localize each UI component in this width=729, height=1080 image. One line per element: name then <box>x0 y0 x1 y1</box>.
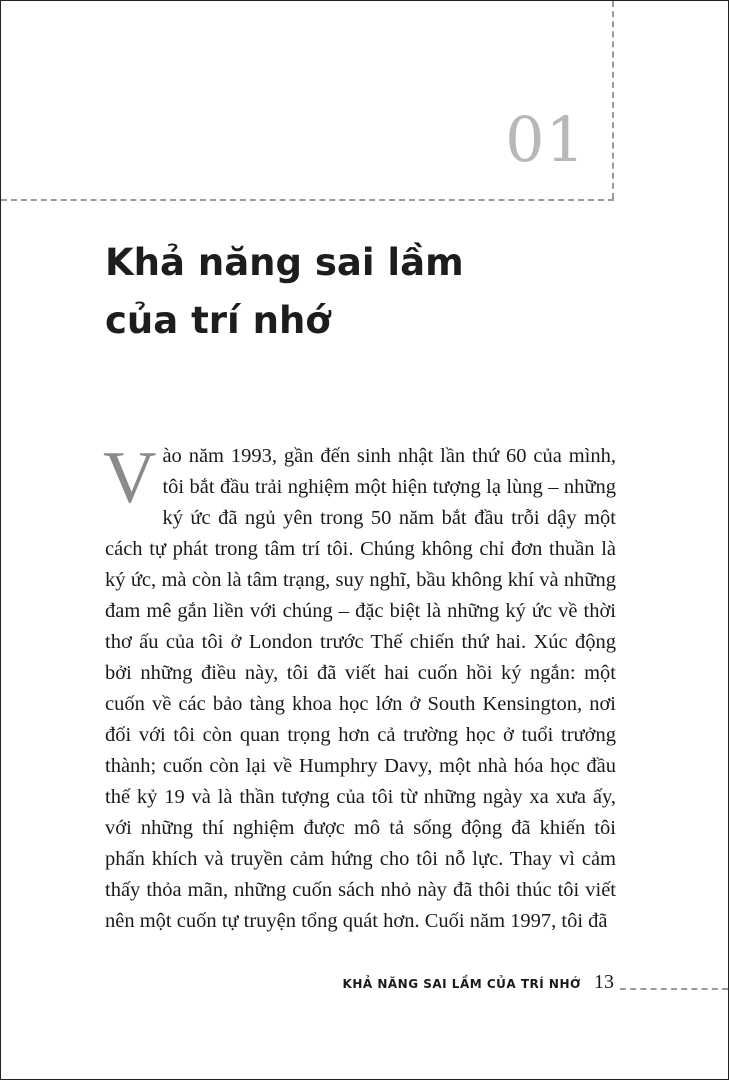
footer-dashed-line <box>620 988 728 990</box>
running-head: KHẢ NĂNG SAI LẦM CỦA TRÍ NHỚ <box>342 977 581 991</box>
chapter-title <box>105 234 625 350</box>
body-paragraph <box>103 437 616 937</box>
chapter-title-line-2: của trí nhớ <box>105 299 331 342</box>
chapter-title-line-1: Khả năng sai lầm <box>105 241 464 284</box>
corner-dashed-horizontal-line <box>1 199 614 201</box>
corner-dashed-vertical-line <box>612 1 614 199</box>
drop-cap: V <box>103 437 157 519</box>
chapter-number: 01 <box>505 103 586 176</box>
body-paragraph-text: ào năm 1993, gần đến sinh nhật lần thứ 60 của mình, tôi bắt đầu trải nghiệm một hiện tượng lạ lùng – những ký ức đã ngủ yên trong 50 năm bắt đầu trỗi dậy một cách tự phát trong tâm trí tôi. Chúng không chỉ đơn thuần là ký ức, mà còn là tâm trạng, suy nghĩ, bầu không khí và những đam mê gắn liền với chúng – đặc biệt là những ký ức về thời thơ ấu của tôi ở London trước Thế chiến thứ hai. Xúc động bởi những điều này, tôi đã viết hai cuốn hồi ký ngắn: một cuốn về các bảo tàng khoa học lớn ở South Kensington, nơi đối với tôi còn quan trọng hơn cả trường học ở tuổi trưởng thành; cuốn còn lại về Humphry Davy, một nhà hóa học đầu thế kỷ 19 và là thần tượng của tôi từ những ngày xa xưa ấy, với những thí nghiệm được mô tả sống động đã khiến tôi phấn khích và truyền cảm hứng cho tôi nỗ lực. Thay vì cảm thấy thỏa mãn, những cuốn sách nhỏ này đã thôi thúc tôi viết nên một cuốn tự truyện tổng quát hơn. Cuối năm 1997, tôi đã <box>105 445 616 932</box>
page-footer <box>1 971 728 1001</box>
page-number: 13 <box>594 971 614 993</box>
